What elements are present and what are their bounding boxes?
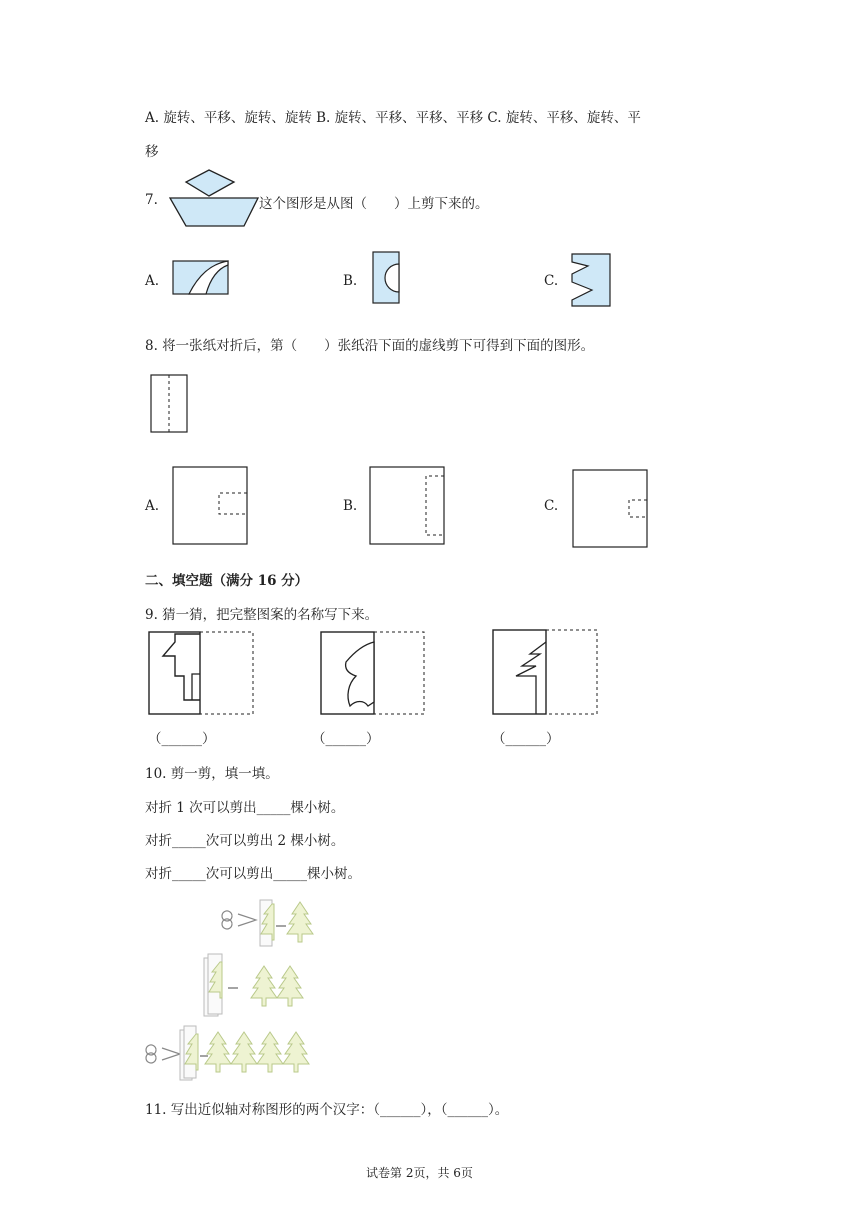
q7-number: 7. (145, 192, 158, 208)
q7-source-figure (168, 168, 260, 230)
q8-option-a-label: A. (145, 498, 160, 514)
q10-line-2: 对折_____次可以剪出 2 棵小树。 (145, 833, 345, 849)
q8-option-b-label: B. (343, 498, 358, 514)
q7-option-b-label: B. (343, 273, 358, 289)
q8-folded-paper (150, 374, 190, 434)
q10-title: 10. 剪一剪，填一填。 (145, 766, 279, 782)
q9-answer-blank-2[interactable]: （______） (312, 731, 380, 747)
q9-question-text: 9. 猜一猜，把完整图案的名称写下来。 (145, 607, 379, 623)
q10-paper-cutting-illustration (140, 890, 340, 1080)
q6-options-line: A. 旋转、平移、旋转、旋转 B. 旋转、平移、平移、平移 C. 旋转、平移、旋转、平 (145, 110, 641, 126)
q7-option-c-label: C. (544, 273, 559, 289)
q8-option-c-label: C. (544, 498, 559, 514)
q7-question-text: 这个图形是从图（ ）上剪下来的。 (259, 196, 489, 212)
q10-line-3: 对折_____次可以剪出_____棵小树。 (145, 866, 361, 882)
q8-question-text: 8. 将一张纸对折后，第（ ）张纸沿下面的虚线剪下可得到下面的图形。 (145, 338, 595, 354)
q9-figure-1 (148, 630, 256, 716)
q9-answer-blank-1[interactable]: （______） (148, 731, 216, 747)
q10-line-1: 对折 1 次可以剪出_____棵小树。 (145, 800, 345, 816)
q7-option-b-figure (372, 251, 402, 305)
q6-options-wrap: 移 (145, 144, 159, 160)
q8-option-b-figure (369, 466, 447, 546)
q7-option-c-figure (570, 252, 614, 308)
q7-option-a-label: A. (145, 273, 160, 289)
q9-figure-2 (320, 630, 428, 716)
section-heading: 二、填空题（满分 16 分） (145, 573, 309, 589)
q9-figure-3 (492, 628, 600, 716)
q8-option-a-figure (172, 466, 250, 546)
q7-option-a-figure (172, 260, 230, 296)
page-footer: 试卷第 2页，共 6页 (366, 1166, 473, 1180)
q8-option-c-figure (572, 469, 650, 549)
q11-question-text: 11. 写出近似轴对称图形的两个汉字：（______），（______）。 (145, 1102, 509, 1118)
q9-answer-blank-3[interactable]: （______） (492, 731, 560, 747)
